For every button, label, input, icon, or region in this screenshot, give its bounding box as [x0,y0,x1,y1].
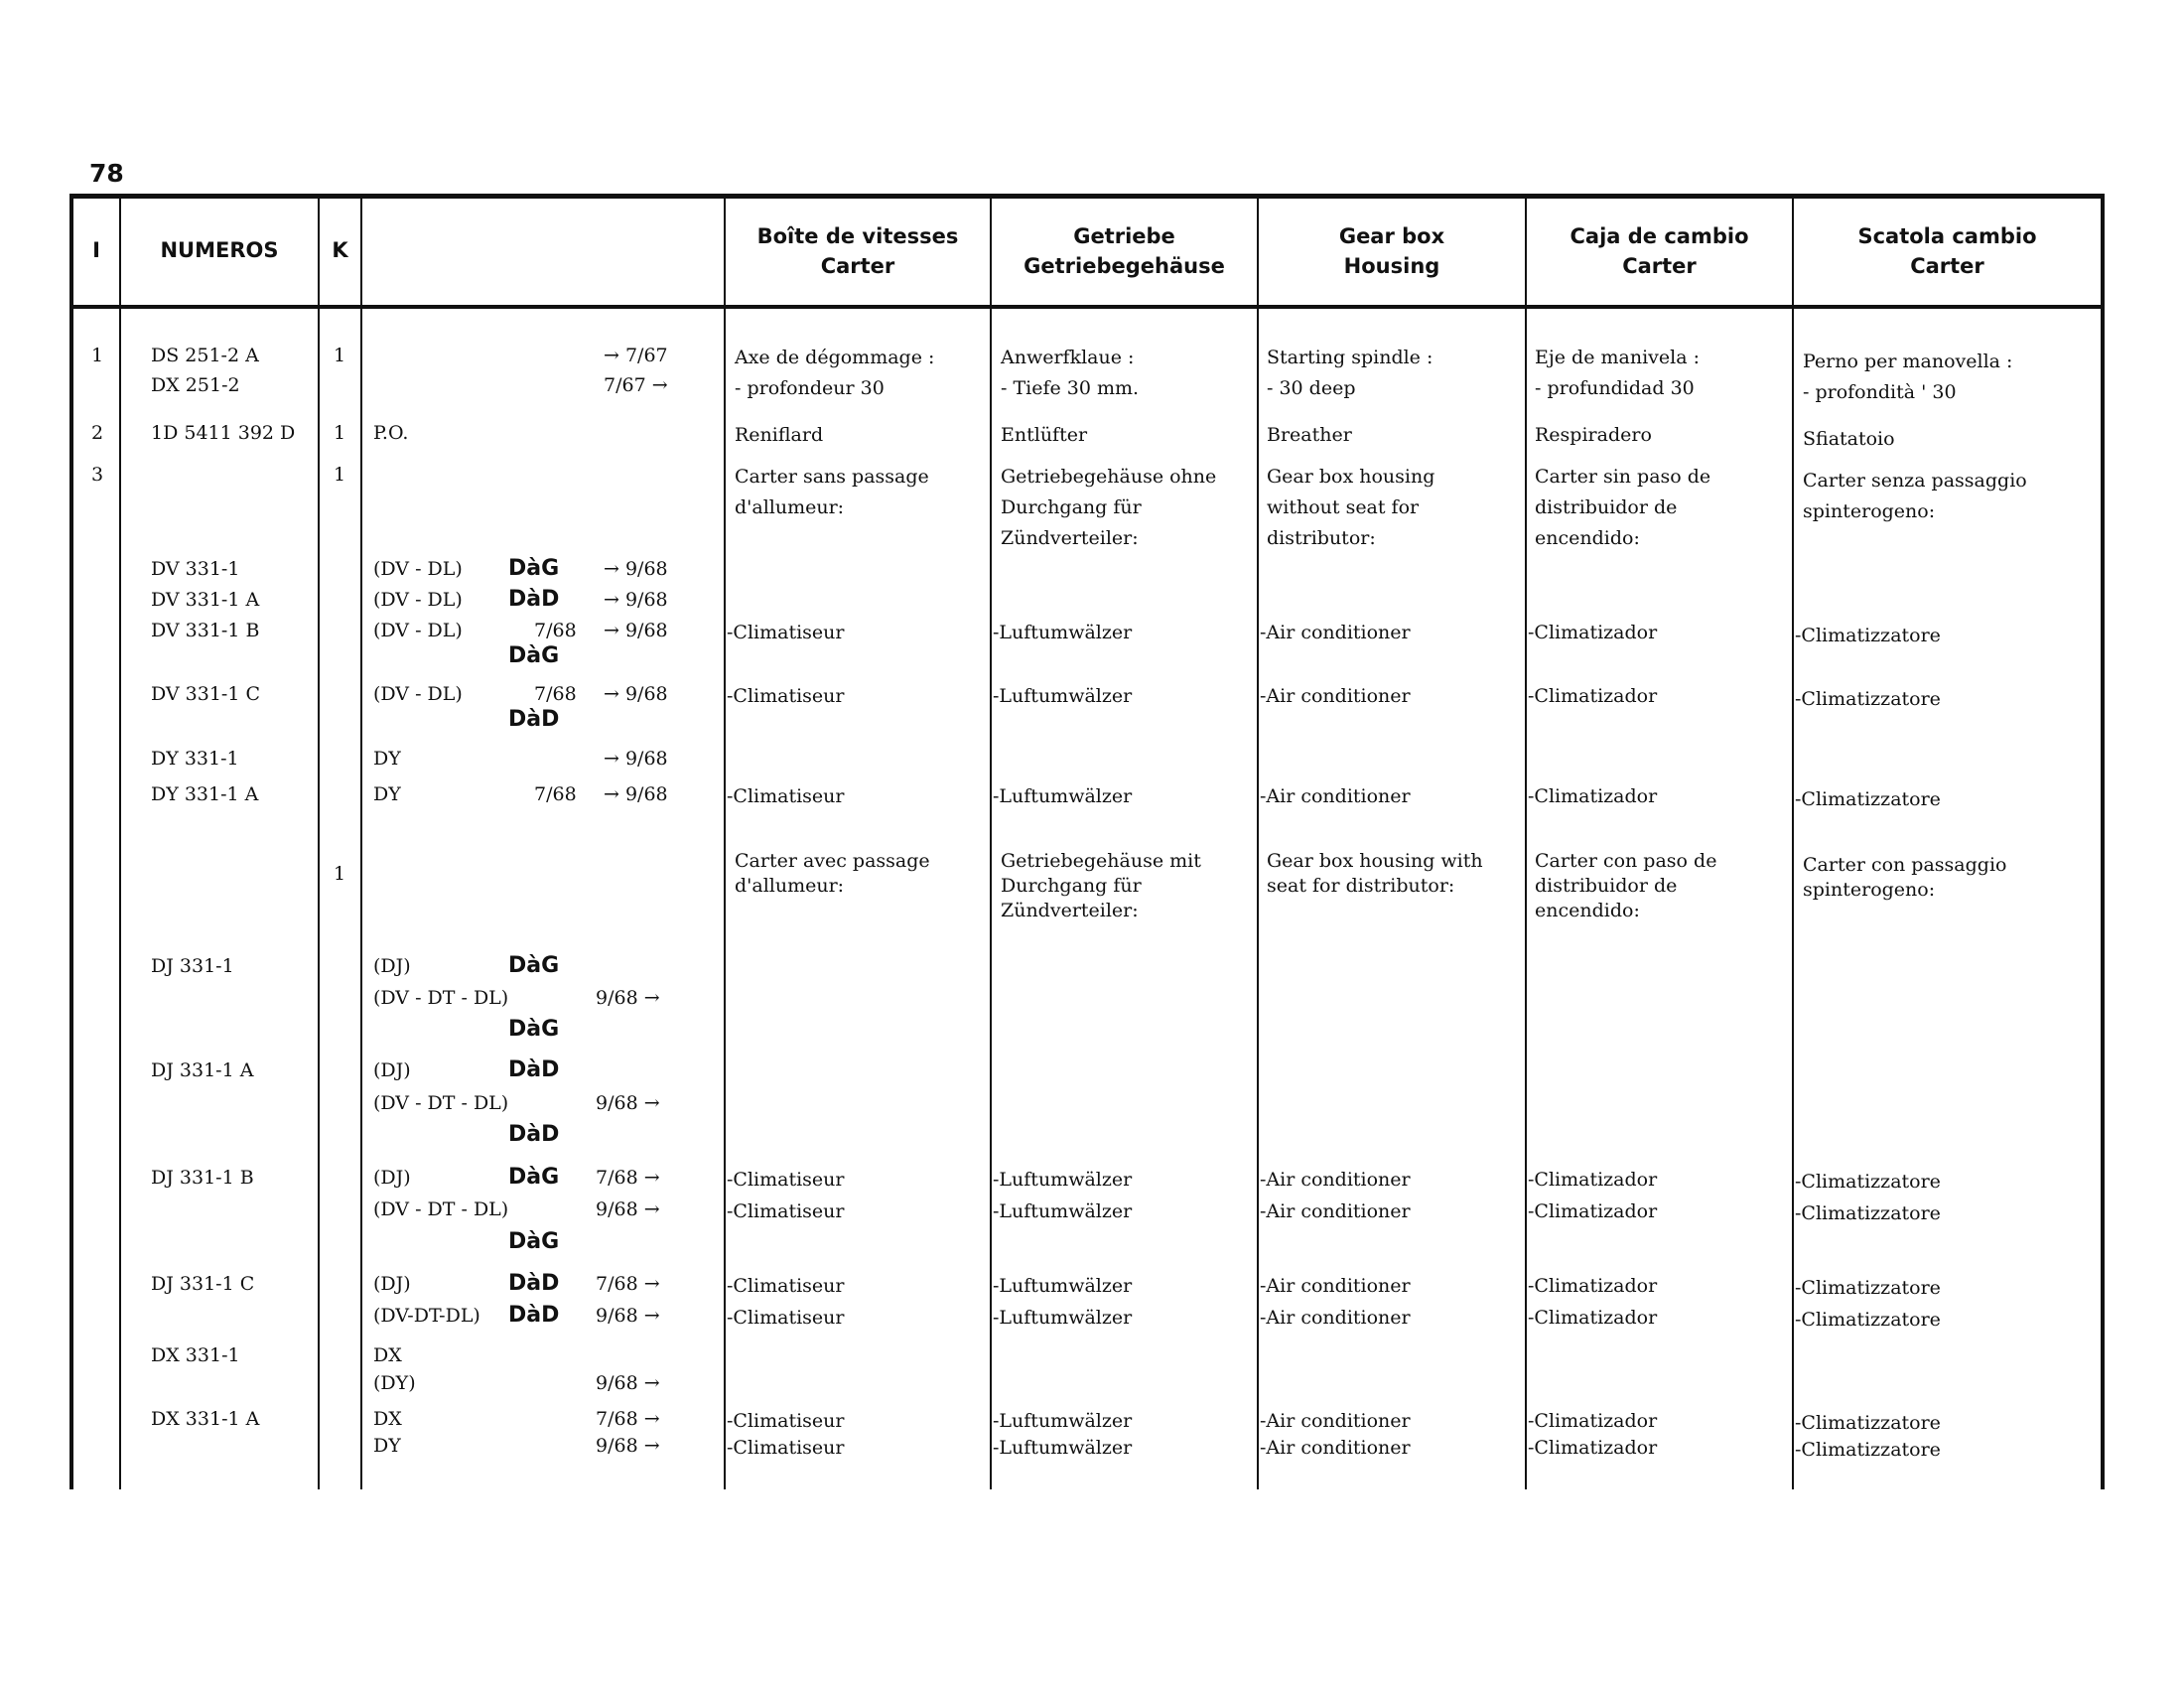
german-text: Getriebegehäuse mit Durchgang für Zündverteiler: [1001,850,1201,921]
header-bottom-rule [69,305,2105,309]
k-cell: 1 [334,464,346,486]
date-range: 7/68 → [596,1167,660,1189]
model-text: (DV - DL) [373,589,463,611]
k-cell: 1 [334,863,346,885]
spanish-text: Respiradero [1535,424,1652,446]
model-text: (DV - DT - DL) [373,1198,509,1220]
english-text: Gear box housing without seat for distributor: [1267,466,1435,549]
french-text: Axe de dégommage : - profondeur 30 [735,347,935,399]
right-border [2101,194,2105,1489]
date-range: → 9/68 [604,748,668,770]
direction-code: DàG [508,1165,560,1190]
model-text: (DJ) [373,1167,411,1189]
index-cell: 3 [91,464,104,486]
german-text: Anwerfklaue : - Tiefe 30 mm. [1001,347,1140,399]
direction-code: DàD [508,1122,560,1147]
index-cell: 2 [91,422,104,444]
direction-code: DàG [508,953,560,978]
german-text: -Luftumwälzer [993,1200,1133,1222]
parts-table [69,194,2105,1489]
col-sep-3 [360,194,362,1489]
italian-text: -Climatizzatore [1795,1202,1941,1224]
model-text: (DJ) [373,1059,411,1081]
french-text: -Climatiseur [727,685,845,707]
header-italian: Scatola cambio Carter [1857,224,2037,278]
date-range: → 9/68 [604,558,668,580]
french-text: -Climatiseur [727,1410,845,1432]
english-text: Gear box housing with seat for distributor: [1267,850,1483,897]
index-cell: 1 [91,345,104,366]
italian-text: Carter senza passaggio spinterogeno: [1803,470,2027,522]
spanish-text: Eje de manivela : - profundidad 30 [1535,347,1700,399]
part-number: DX 331-1 [151,1344,240,1366]
model-text: (DV - DL) [373,683,463,705]
part-number: DS 251-2 A [151,345,259,366]
model-text: DY [373,748,401,770]
italian-text: -Climatizzatore [1795,1439,1941,1461]
part-number: DJ 331-1 C [151,1273,255,1295]
spanish-text: -Climatizador [1528,1169,1658,1191]
k-cell: 1 [334,345,346,366]
direction-code: DàD [508,1303,560,1328]
direction-code: DàD [508,1271,560,1296]
model-text: DX [373,1344,402,1366]
italian-text: Carter con passaggio spinterogeno: [1803,854,2007,901]
german-text: -Luftumwälzer [993,1437,1133,1459]
k-cell: 1 [334,422,346,444]
part-number: DV 331-1 [151,558,240,580]
direction-code: DàD [508,587,560,612]
date-range: 9/68 → [596,1092,660,1114]
date-range: 7/68 [534,783,577,805]
direction-code: DàG [508,1017,560,1042]
model-text: DX [373,1408,402,1430]
date-range: → 9/68 [604,683,668,705]
italian-text: Perno per manovella : - profondità ' 30 [1803,351,2013,403]
model-text: (DV - DT - DL) [373,987,509,1009]
col-sep-4 [724,194,726,1489]
header-index: I [92,238,100,262]
german-text: -Luftumwälzer [993,785,1133,807]
date-range: 9/68 → [596,1372,660,1394]
part-number: DY 331-1 A [151,783,259,805]
col-sep-8 [1792,194,1794,1489]
english-text: -Air conditioner [1260,1275,1411,1297]
spanish-text: -Climatizador [1528,1410,1658,1432]
french-text: -Climatiseur [727,1275,845,1297]
date-range: → 7/67 [604,345,668,366]
spanish-text: -Climatizador [1528,785,1658,807]
english-text: -Air conditioner [1260,1410,1411,1432]
german-text: -Luftumwälzer [993,1169,1133,1191]
header-spanish: Caja de cambio Carter [1570,224,1749,278]
english-text: -Air conditioner [1260,622,1411,643]
german-text: -Luftumwälzer [993,1307,1133,1329]
model-text: (DY) [373,1372,416,1394]
part-number: DV 331-1 C [151,683,261,705]
page-number: 78 [89,159,124,188]
italian-text: -Climatizzatore [1795,1171,1941,1193]
header-k: K [332,238,348,262]
english-text: -Air conditioner [1260,685,1411,707]
part-number: DV 331-1 B [151,620,260,641]
header-numeros: NUMEROS [160,238,279,262]
spanish-text: -Climatizador [1528,622,1658,643]
col-sep-5 [990,194,992,1489]
italian-text: -Climatizzatore [1795,1412,1941,1434]
left-border [69,194,73,1489]
french-text: -Climatiseur [727,1307,845,1329]
french-text: -Climatiseur [727,785,845,807]
french-text: -Climatiseur [727,622,845,643]
spanish-text: -Climatizador [1528,1200,1658,1222]
direction-code: DàD [508,1057,560,1082]
part-number: DJ 331-1 [151,955,234,977]
german-text: -Luftumwälzer [993,622,1133,643]
date-range: → 9/68 [604,620,668,641]
date-range: → 9/68 [604,589,668,611]
german-text: -Luftumwälzer [993,685,1133,707]
model-text: (DV - DL) [373,558,463,580]
model-text: DY [373,1435,401,1457]
date-range: 7/67 → [604,374,668,396]
col-sep-6 [1257,194,1259,1489]
header-french: Boîte de vitesses Carter [756,224,959,278]
date-range: 9/68 → [596,1305,660,1327]
part-number: DX 251-2 [151,374,240,396]
date-range: 9/68 → [596,987,660,1009]
date-range: 7/68 → [596,1408,660,1430]
model-text: (DV - DT - DL) [373,1092,509,1114]
italian-text: -Climatizzatore [1795,788,1941,810]
direction-code: DàG [508,1229,560,1254]
italian-text: -Climatizzatore [1795,688,1941,710]
french-text: -Climatiseur [727,1200,845,1222]
spanish-text: -Climatizador [1528,685,1658,707]
italian-text: Sfiatatoio [1803,428,1895,450]
col-sep-7 [1525,194,1527,1489]
model-text: P.O. [373,422,409,444]
spanish-text: Carter con paso de distribuidor de encendido: [1535,850,1717,921]
english-text: Starting spindle : - 30 deep [1267,347,1433,399]
english-text: -Air conditioner [1260,1307,1411,1329]
spanish-text: Carter sin paso de distribuidor de encendido: [1535,466,1711,549]
date-range: 9/68 → [596,1198,660,1220]
italian-text: -Climatizzatore [1795,1277,1941,1299]
spanish-text: -Climatizador [1528,1437,1658,1459]
english-text: -Air conditioner [1260,1437,1411,1459]
header-german: Getriebe Getriebegehäuse [1024,224,1225,278]
top-rule [69,194,2105,199]
direction-code: DàD [508,707,560,732]
french-text: -Climatiseur [727,1169,845,1191]
english-text: Breather [1267,424,1352,446]
header-english: Gear box Housing [1338,224,1445,278]
date-range: 7/68 → [596,1273,660,1295]
part-number: 1D 5411 392 D [151,422,296,444]
date-range: → 9/68 [604,783,668,805]
date-range: 7/68 [534,683,577,705]
model-text: (DV-DT-DL) [373,1305,480,1327]
english-text: -Air conditioner [1260,1200,1411,1222]
german-text: -Luftumwälzer [993,1275,1133,1297]
part-number: DX 331-1 A [151,1408,260,1430]
part-number: DY 331-1 [151,748,239,770]
french-text: Carter avec passage d'allumeur: [735,850,930,897]
german-text: -Luftumwälzer [993,1410,1133,1432]
italian-text: -Climatizzatore [1795,1309,1941,1331]
spanish-text: -Climatizador [1528,1275,1658,1297]
date-range: 7/68 [534,620,577,641]
italian-text: -Climatizzatore [1795,625,1941,646]
english-text: -Air conditioner [1260,1169,1411,1191]
direction-code: DàG [508,556,560,581]
french-text: Carter sans passage d'allumeur: [735,466,929,518]
direction-code: DàG [508,643,560,668]
german-text: Getriebegehäuse ohne Durchgang für Zündverteiler: [1001,466,1217,549]
german-text: Entlüfter [1001,424,1088,446]
spanish-text: -Climatizador [1528,1307,1658,1329]
part-number: DV 331-1 A [151,589,260,611]
model-text: DY [373,783,401,805]
french-text: Reniflard [735,424,824,446]
col-sep-2 [318,194,320,1489]
part-number: DJ 331-1 A [151,1059,254,1081]
model-text: (DV - DL) [373,620,463,641]
date-range: 9/68 → [596,1435,660,1457]
model-text: (DJ) [373,1273,411,1295]
english-text: -Air conditioner [1260,785,1411,807]
col-sep-1 [119,194,121,1489]
french-text: -Climatiseur [727,1437,845,1459]
part-number: DJ 331-1 B [151,1167,254,1189]
model-text: (DJ) [373,955,411,977]
